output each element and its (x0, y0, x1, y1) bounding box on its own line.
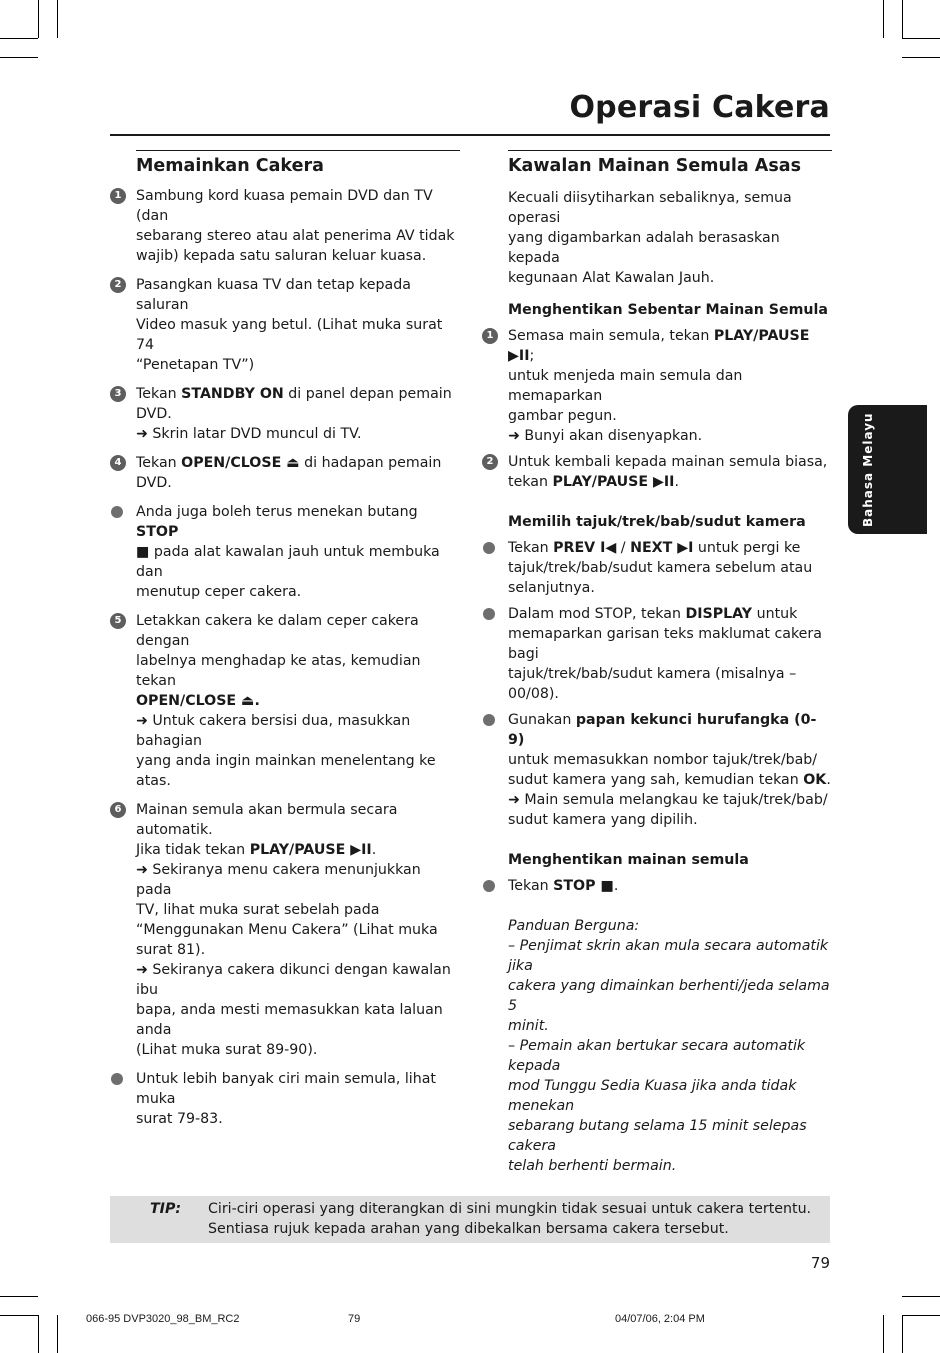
item-text: TV, lihat muka surat sebelah pada (136, 902, 380, 918)
button-name: DISPLAY (685, 606, 753, 622)
crop-mark (0, 1296, 38, 1297)
subsection-heading: Menghentikan mainan semula (508, 852, 749, 868)
item-text: Sambung kord kuasa pemain DVD dan TV (dan (136, 188, 433, 224)
section-rule (508, 150, 832, 151)
text-run: ; (529, 348, 535, 364)
crop-mark (38, 0, 39, 38)
button-name: PLAY/PAUSE ▶II (508, 328, 810, 364)
item-text: “Penetapan TV”) (136, 357, 255, 373)
tip-line: Ciri-ciri operasi yang diterangkan di sini mungkin tidak sesuai untuk cakera tertentu. (208, 1201, 812, 1217)
page-number: 79 (810, 1254, 830, 1272)
crop-mark (57, 1315, 58, 1353)
text-run: untuk (752, 606, 798, 622)
item-text: Mainan semula akan bermula secara automatik. (136, 802, 398, 838)
list-item (482, 876, 832, 896)
item-text: yang anda ingin mainkan menelentang ke atas. (136, 753, 436, 789)
tips-text: telah berhenti bermain. (508, 1158, 677, 1174)
button-name: NEXT ▶I (630, 540, 694, 556)
subsection-heading: Memilih tajuk/trek/bab/sudut kamera (508, 514, 806, 530)
step-number-2: 2 (482, 454, 498, 470)
text-run: Tekan (136, 386, 182, 402)
button-name: PLAY/PAUSE ▶II (249, 842, 372, 858)
item-text: Pasangkan kuasa TV dan tetap kepada saluran (136, 277, 411, 313)
step-number-1: 1 (110, 188, 126, 204)
item-text: tajuk/trek/bab/sudut kamera sebelum atau (508, 560, 813, 576)
tip-box (110, 1196, 830, 1243)
item-result: ➜ Skrin latar DVD muncul di TV. (136, 426, 362, 442)
tip-line: Sentiasa rujuk kepada arahan yang dibekalkan bersama cakera tersebut. (208, 1221, 729, 1237)
text-run: . (371, 842, 377, 858)
tips-text: minit. (508, 1018, 549, 1034)
tips-text: – Pemain akan bertukar secara automatik kepada (508, 1038, 806, 1074)
tip-text (208, 1199, 818, 1239)
list-item (482, 710, 832, 830)
item-text: bapa, anda mesti memasukkan kata laluan anda (136, 1002, 443, 1038)
item-text: selanjutnya. (508, 580, 595, 596)
list-item (110, 453, 460, 493)
step-number-3: 3 (110, 386, 126, 402)
text-run: . (674, 474, 679, 490)
list-item (482, 538, 832, 598)
bullet-icon (483, 608, 495, 620)
item-text (508, 538, 832, 558)
section-rule (136, 150, 460, 151)
item-text: “Menggunakan Menu Cakera” (Lihat muka (136, 922, 438, 938)
crop-mark (902, 0, 903, 38)
list-item (482, 326, 832, 446)
item-text (136, 502, 460, 542)
item-text: gambar pegun. (508, 408, 617, 424)
button-name: STANDBY ON (181, 386, 284, 402)
text-run: Jika tidak tekan (136, 842, 250, 858)
step-number-1: 1 (482, 328, 498, 344)
right-column (482, 150, 832, 1176)
intro-text: kegunaan Alat Kawalan Jauh. (508, 270, 715, 286)
footer-page: 79 (348, 1313, 361, 1325)
left-column (110, 150, 460, 1129)
tip-label: TIP: (150, 1201, 182, 1217)
list-item (110, 611, 460, 791)
text-run: di panel depan pemain (283, 386, 452, 402)
button-name: OK (803, 772, 827, 788)
list-item (482, 452, 832, 492)
language-tab-label: Bahasa Melayu (861, 412, 875, 527)
item-text: sebarang stereo atau alat penerima AV tidak (136, 228, 455, 244)
tips-text: cakera yang dimainkan berhenti/jeda selama 5 (508, 978, 830, 1014)
list-item (482, 604, 832, 704)
text-run: . (826, 772, 831, 788)
item-text (508, 710, 832, 750)
item-text: untuk memasukkan nombor tajuk/trek/bab/ (508, 752, 818, 768)
crop-mark (38, 1315, 39, 1353)
bullet-icon (483, 542, 495, 554)
tips-text: – Penjimat skrin akan mula secara automatik jika (508, 938, 829, 974)
item-text (508, 326, 832, 366)
button-name: PLAY/PAUSE ▶II (552, 474, 675, 490)
item-text: untuk menjeda main semula dan memaparkan (508, 368, 743, 404)
language-tab (848, 405, 927, 534)
button-name: STOP ■ (553, 878, 614, 894)
item-text: Untuk kembali kepada mainan semula biasa, (508, 454, 828, 470)
section-heading: Kawalan Mainan Semula Asas (508, 156, 801, 176)
footer-file: 066-95 DVP3020_98_BM_RC2 (86, 1313, 240, 1325)
item-text (136, 453, 460, 473)
item-text: sudut kamera yang dipilih. (508, 812, 698, 828)
crop-mark (0, 1315, 38, 1316)
item-result: ➜ Main semula melangkau ke tajuk/trek/bab/ (508, 792, 828, 808)
item-text (508, 876, 832, 896)
text-run: / (616, 540, 631, 556)
text-run: Semasa main semula, tekan (508, 328, 714, 344)
text-run: untuk pergi ke (693, 540, 801, 556)
text-run: tekan (508, 474, 553, 490)
tips-heading: Panduan Berguna: (508, 918, 640, 934)
crop-mark (902, 1315, 940, 1316)
crop-mark (902, 1296, 940, 1297)
crop-mark (902, 38, 940, 39)
text-run: Tekan (508, 540, 554, 556)
step-number-6: 6 (110, 802, 126, 818)
button-name: papan kekunci hurufangka (0-9) (508, 712, 817, 748)
item-text: menutup ceper cakera. (136, 584, 302, 600)
title-rule (110, 134, 830, 136)
intro-text: yang digambarkan adalah berasaskan kepada (508, 230, 780, 266)
page-title: Operasi Cakera (569, 90, 830, 125)
item-result: ➜ Untuk cakera bersisi dua, masukkan bahagian (136, 713, 411, 749)
crop-mark (883, 0, 884, 38)
crop-mark (57, 0, 58, 38)
item-text: Video masuk yang betul. (Lihat muka surat 74 (136, 317, 443, 353)
item-result: ➜ Sekiranya menu cakera menunjukkan pada (136, 862, 421, 898)
button-name: PREV I◀ (553, 540, 617, 556)
subsection-heading: Menghentikan Sebentar Mainan Semula (508, 302, 828, 318)
bullet-icon (483, 714, 495, 726)
item-text: tajuk/trek/bab/sudut kamera (misalnya – 00/08). (508, 666, 797, 702)
item-text (136, 384, 460, 404)
crop-mark (0, 38, 38, 39)
item-text: wajib) kepada satu saluran keluar kuasa. (136, 248, 427, 264)
item-text: (Lihat muka surat 89-90). (136, 1042, 318, 1058)
text-run: Tekan (508, 878, 554, 894)
item-text: surat 81). (136, 942, 206, 958)
tips-text: sebarang butang selama 15 minit selepas cakera (508, 1118, 807, 1154)
bullet-icon (111, 506, 123, 518)
item-text: Untuk lebih banyak ciri main semula, lihat muka (136, 1071, 436, 1107)
section-heading: Memainkan Cakera (136, 156, 324, 176)
item-text (508, 604, 832, 624)
item-text: DVD. (136, 406, 172, 422)
text-run: sudut kamera yang sah, kemudian tekan (508, 772, 804, 788)
text-run: Gunakan (508, 712, 576, 728)
item-result: ➜ Sekiranya cakera dikunci dengan kawalan ibu (136, 962, 451, 998)
item-text: Letakkan cakera ke dalam ceper cakera dengan (136, 613, 419, 649)
crop-mark (883, 1315, 884, 1353)
button-name: STOP (136, 524, 179, 540)
crop-mark (902, 57, 940, 58)
step-number-5: 5 (110, 613, 126, 629)
list-item (110, 800, 460, 1060)
item-text (508, 472, 832, 492)
crop-mark (0, 57, 38, 58)
list-item (110, 186, 460, 266)
item-text (136, 840, 460, 860)
text-run: di hadapan pemain (299, 455, 442, 471)
item-text: labelnya menghadap ke atas, kemudian tekan (136, 653, 421, 689)
item-text: memaparkan garisan teks maklumat cakera bagi (508, 626, 822, 662)
bullet-icon (483, 880, 495, 892)
list-item (110, 384, 460, 444)
button-name: OPEN/CLOSE ⏏. (136, 693, 260, 709)
button-name: OPEN/CLOSE ⏏ (181, 455, 300, 471)
footer-date: 04/07/06, 2:04 PM (615, 1313, 705, 1325)
text-run: . (613, 878, 619, 894)
step-number-2: 2 (110, 277, 126, 293)
crop-mark (902, 1315, 903, 1353)
text-run: Tekan (136, 455, 182, 471)
step-number-4: 4 (110, 455, 126, 471)
bullet-icon (111, 1073, 123, 1085)
item-text: ■ pada alat kawalan jauh untuk membuka dan (136, 544, 440, 580)
item-result: ➜ Bunyi akan disenyapkan. (508, 428, 703, 444)
intro-text: Kecuali diisytiharkan sebaliknya, semua operasi (508, 190, 792, 226)
text-run: Dalam mod STOP, tekan (508, 606, 686, 622)
list-item (110, 275, 460, 375)
item-text: DVD. (136, 475, 172, 491)
item-text (508, 770, 832, 790)
list-item (110, 502, 460, 602)
item-text: surat 79-83. (136, 1111, 223, 1127)
tips-text: mod Tunggu Sedia Kuasa jika anda tidak menekan (508, 1078, 797, 1114)
text-run: Anda juga boleh terus menekan butang (136, 504, 418, 520)
list-item (110, 1069, 460, 1129)
